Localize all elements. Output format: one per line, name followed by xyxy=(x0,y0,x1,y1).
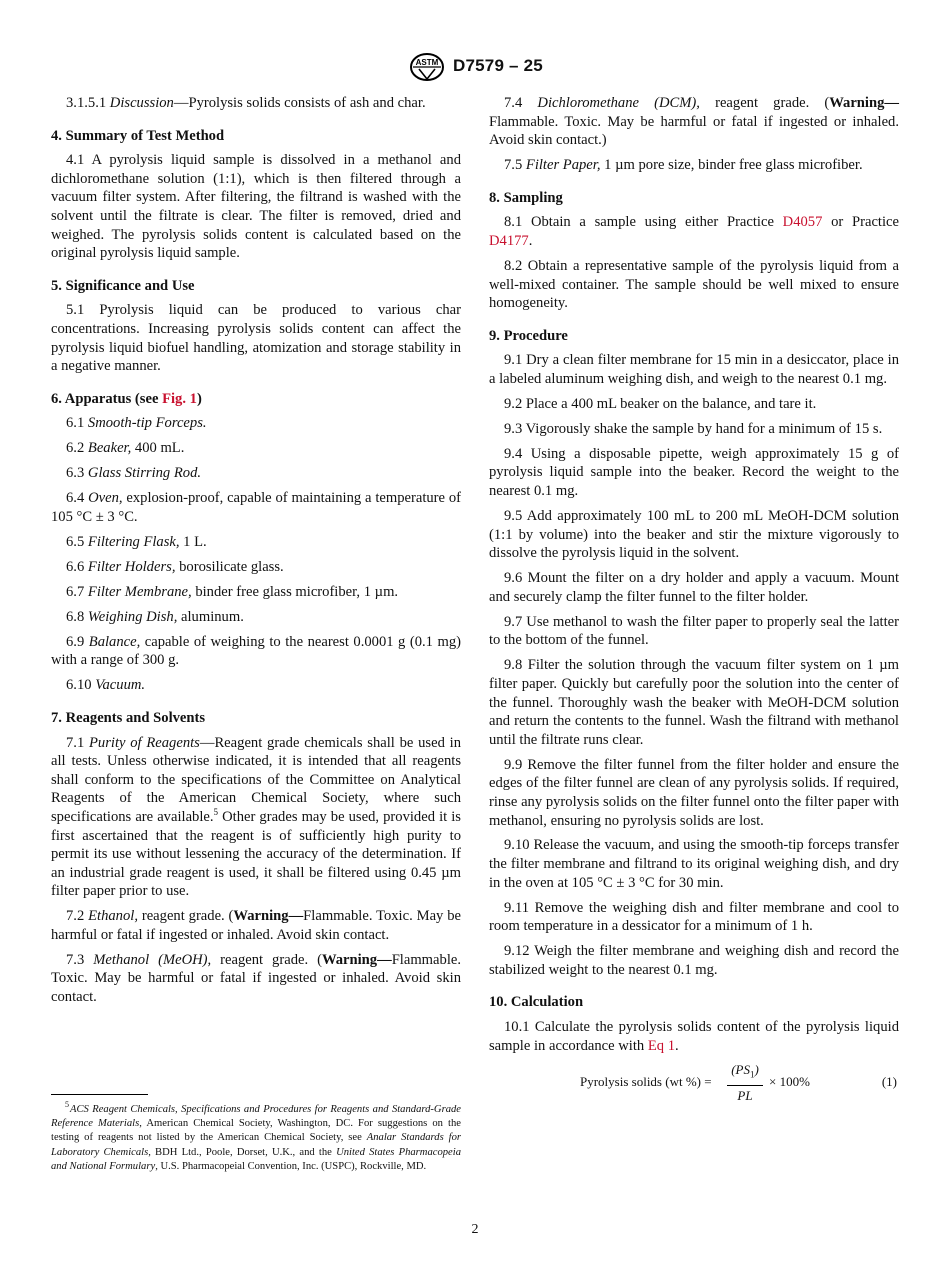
equation-lhs: Pyrolysis solids (wt %) = xyxy=(580,1074,712,1090)
paragraph-7-5: 7.5 Filter Paper, 1 µm pore size, binder free glass microfiber. xyxy=(504,157,863,174)
astm-logo-icon xyxy=(409,52,445,82)
paragraph-9-12: 9.12 Weigh the filter membrane and weighing dish and record the stabilized weight to the nearest 0.1 mg. xyxy=(489,943,899,978)
paragraph-7-2: 7.2 Ethanol, reagent grade. (Warning—Flammable. Toxic. May be harmful or fatal if ingested or inhaled. Avoid skin contact. xyxy=(51,908,461,943)
paragraph-9-5: 9.5 Add approximately 100 mL to 200 mL MeOH-DCM solution (1:1 by volume) into the beaker and stir the mixture vigorously to dissolve the pyrolysis liquid in the solvent. xyxy=(489,508,899,562)
paragraph-6-9: 6.9 Balance, capable of weighing to the nearest 0.0001 g (0.1 mg) with a range of 300 g. xyxy=(51,633,461,669)
paragraph-6-10: 6.10 Vacuum. xyxy=(66,677,146,694)
left-column xyxy=(51,94,461,1013)
equation-denominator: PL xyxy=(737,1088,753,1104)
footnote-ref-5: 5 xyxy=(213,807,219,818)
footnote-divider xyxy=(51,1094,148,1095)
equation-1 xyxy=(489,1063,899,1103)
paragraph-6-4: 6.4 Oven, explosion-proof, capable of maintaining a temperature of 105 °C ± 3 °C. xyxy=(51,490,461,525)
paragraph-9-6: 9.6 Mount the filter on a dry holder and apply a vacuum. Mount and securely clamp the filter funnel to the filter holder. xyxy=(489,570,899,605)
section-5-heading: 5. Significance and Use xyxy=(51,277,195,294)
equation-fraction xyxy=(727,1061,763,1106)
paragraph-4-1: 4.1 A pyrolysis liquid sample is dissolved in a methanol and dichloromethane solution (1:1), which is then filtered through a vacuum filter system. After filtering, the filtrand is washed with the solvent until the filtrate is clear. The filter is removed, dried and weighed. The pyrolysis solids content is calculated based on the original pyrolysis liquid sample. xyxy=(51,152,461,262)
paragraph-3-1-5-1: 3.1.5.1 Discussion—Pyrolysis solids consists of ash and char. xyxy=(66,95,426,111)
d4057-link[interactable]: D4057 xyxy=(782,214,823,231)
page-header xyxy=(0,52,950,84)
section-7-heading: 7. Reagents and Solvents xyxy=(51,709,206,726)
paragraph-9-9: 9.9 Remove the filter funnel from the filter holder and ensure the edges of the filter funnel are clean of any pyrolysis solids. If required, rinse any pyrolysis solids on the filter funnel onto the filter paper with methanol, ensuring no pyrolysis solids are lost. xyxy=(489,756,899,829)
equation-rhs: × 100% xyxy=(769,1074,810,1090)
paragraph-6-3: 6.3 Glass Stirring Rod. xyxy=(66,465,202,482)
equation-number: (1) xyxy=(881,1074,897,1090)
section-6-heading: 6. Apparatus (see Fig. 1) xyxy=(51,390,202,407)
paragraph-6-5: 6.5 Filtering Flask, 1 L. xyxy=(66,533,207,550)
footnote-5: $^5$ACS Reagent Chemicals, Specifications and Procedures for Reagents and Standard-Grade Reference Materials, American Chemical Society, Washington, DC. For suggestions on the testing of reagents not listed by the American Chemical Society, see Analar Standards for Laboratory Chemicals, BDH Ltd., Poole, Dorset, U.K., and the United States Pharmacopeia and National Formulary, U.S. Pharmacopeial Convention, Inc. (USPC), Rockville, MD. xyxy=(51,1100,462,1172)
d4177-link[interactable]: D4177 xyxy=(489,232,529,249)
paragraph-9-11: 9.11 Remove the weighing dish and filter membrane and cool to room temperature in a dessicator for a minimum of 1 h. xyxy=(489,899,899,935)
paragraph-6-7: 6.7 Filter Membrane, binder free glass microfiber, 1 µm. xyxy=(66,583,399,600)
paragraph-6-8: 6.8 Weighing Dish, aluminum. xyxy=(66,608,244,625)
paragraph-8-2: 8.2 Obtain a representative sample of the pyrolysis liquid from a well-mixed container. The sample should be well mixed to ensure homogeneity. xyxy=(489,257,899,312)
paragraph-9-10: 9.10 Release the vacuum, and using the smooth-tip forceps transfer the filter membrane and filtrand to its original weighing dish, and dry in the oven at 105 °C ± 3 °C for 30 min. xyxy=(489,837,899,891)
paragraph-7-4: 7.4 Dichloromethane (DCM), reagent grade. (Warning—Flammable. Toxic. May be harmful or fatal if ingested or inhaled. Avoid skin contact.) xyxy=(489,95,899,149)
paragraph-5-1: 5.1 Pyrolysis liquid can be produced to various char concentrations. Increasing pyrolysis solids content can affect the pyrolysis liquid biofuel handling, atomization and storage stability in a negative manner. xyxy=(51,302,461,375)
paragraph-9-2: 9.2 Place a 400 mL beaker on the balance, and tare it. xyxy=(504,395,817,412)
right-column xyxy=(489,94,899,1103)
paragraph-6-1: 6.1 Smooth-tip Forceps. xyxy=(66,415,207,432)
section-9-heading: 9. Procedure xyxy=(489,327,568,344)
section-10-heading: 10. Calculation xyxy=(489,994,584,1011)
paragraph-8-1: 8.1 Obtain a sample using either Practice D4057 or Practice D4177. xyxy=(489,214,900,249)
paragraph-9-8: 9.8 Filter the solution through the vacuum filter system on 1 µm filter paper. Quickly but carefully poor the solution into the center of the funnel. Thoroughly wash the beaker with MeOH-DCM solution and return the contents to the funnel. Wash the filtrand with methanol until the filtrate runs clear. xyxy=(489,657,899,748)
paragraph-7-1: 7.1 Purity of Reagents—Reagent grade chemicals shall be used in all tests. Unless otherwise indicated, it is intended that all reagents shall conform to the specifications of the Committee on Analytical Reagents of the American Chemical Society, where such specifications are available.$^5$ Other grades may be used, provided it is first ascertained that the reagent is of sufficiently high purity to permit its use without lessening the accuracy of the determination. If an industrial grade reagent is used, it shall be filtered using 0.45 µm filter paper prior to use. xyxy=(51,734,461,900)
paragraph-7-3: 7.3 Methanol (MeOH), reagent grade. (Warning—Flammable. Toxic. May be harmful or fatal if ingested or inhaled. Avoid skin contact. xyxy=(51,951,461,1006)
paragraph-6-6: 6.6 Filter Holders, borosilicate glass. xyxy=(66,558,284,575)
document-designation: D7579 – 25 xyxy=(453,56,543,75)
section-4-heading: 4. Summary of Test Method xyxy=(51,127,225,144)
paragraph-9-4: 9.4 Using a disposable pipette, weigh approximately 15 g of pyrolysis liquid sample into the beaker. Record the weight to the nearest 0.1 mg. xyxy=(489,445,899,500)
svg-text:ASTM: ASTM xyxy=(415,58,439,67)
paragraph-10-1: 10.1 Calculate the pyrolysis solids content of the pyrolysis liquid sample in accordance with Eq 1. xyxy=(489,1019,899,1054)
fig-1-link[interactable]: Fig. 1 xyxy=(162,390,197,407)
eq-1-link[interactable]: Eq 1 xyxy=(647,1037,676,1054)
paragraph-9-7: 9.7 Use methanol to wash the filter paper to properly seal the latter to the bottom of the funnel. xyxy=(489,613,899,649)
section-8-heading: 8. Sampling xyxy=(489,189,563,206)
page-number: 2 xyxy=(471,1222,479,1237)
paragraph-9-1: 9.1 Dry a clean filter membrane for 15 min in a desiccator, place in a labeled aluminum weighing dish, and weigh to the nearest 0.1 mg. xyxy=(489,352,899,387)
equation-numerator: $(PS_1)$ xyxy=(727,1061,763,1086)
paragraph-9-3: 9.3 Vigorously shake the sample by hand for a minimum of 15 s. xyxy=(504,420,883,437)
paragraph-6-2: 6.2 Beaker, 400 mL. xyxy=(66,440,185,457)
